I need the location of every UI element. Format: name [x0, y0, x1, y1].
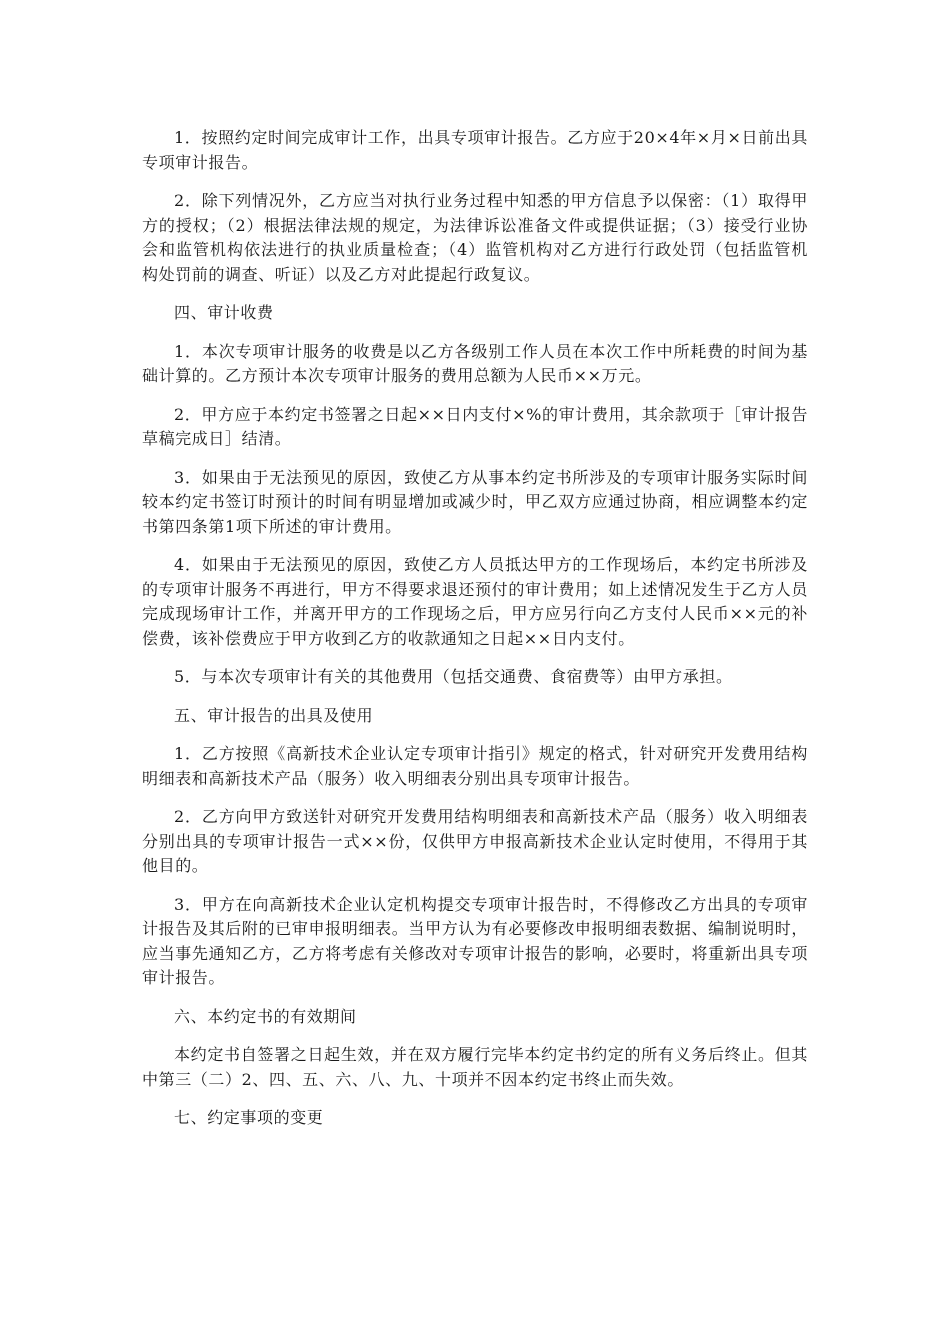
section-heading-4: 四、审计收费 — [174, 303, 274, 322]
paragraph-2: 2．除下列情况外，乙方应当对执行业务过程中知悉的甲方信息予以保密：（1）取得甲方的授权；（2）根据法律法规的规定，为法律诉讼准备文件或提供证据；（3）接受行业协会和监管机构依法进行的执业质量检查；（4）监管机构对乙方进行行政处罚（包括监管机构处罚前的调查、听证）以及乙方对此提起行政复议。 — [142, 191, 808, 284]
paragraph-fee-3: 3．如果由于无法预见的原因，致使乙方从事本约定书所涉及的专项审计服务实际时间较本约定书签订时预计的时间有明显增加或减少时，甲乙双方应通过协商，相应调整本约定书第四条第1项下所述的审计费用。 — [142, 467, 808, 536]
section-heading-5: 五、审计报告的出具及使用 — [174, 705, 374, 725]
paragraph-1: 1．按照约定时间完成审计工作，出具专项审计报告。乙方应于20×4年×月×日前出具专项审计报告。 — [142, 128, 808, 172]
paragraph-fee-2: 2．甲方应于本约定书签署之日起××日内支付×%的审计费用，其余款项于［审计报告草稿完成日］结清。 — [142, 404, 808, 448]
paragraph-report-3: 3．甲方在向高新技术企业认定机构提交专项审计报告时，不得修改乙方出具的专项审计报告及其后附的已审申报明细表。当甲方认为有必要修改申报明细表数据、编制说明时，应当事先通知乙方，乙方将考虑有关修改对专项审计报告的影响，必要时，将重新出具专项审计报告。 — [142, 894, 808, 987]
section-heading-6: 六、本约定书的有效期间 — [174, 1006, 357, 1026]
paragraph-fee-1: 1．本次专项审计服务的收费是以乙方各级别工作人员在本次工作中所耗费的时间为基础计算的。乙方预计本次专项审计服务的费用总额为人民币××万元。 — [142, 341, 808, 385]
paragraph-report-1: 1．乙方按照《高新技术企业认定专项审计指引》规定的格式，针对研究开发费用结构明细表和高新技术产品（服务）收入明细表分别出具专项审计报告。 — [142, 744, 808, 788]
paragraph-validity: 本约定书自签署之日起生效，并在双方履行完毕本约定书约定的所有义务后终止。但其中第三（二）2、四、五、六、八、九、十项并不因本约定书终止而失效。 — [142, 1045, 808, 1089]
paragraph-report-2: 2．乙方向甲方致送针对研究开发费用结构明细表和高新技术产品（服务）收入明细表分别出具的专项审计报告一式××份，仅供甲方申报高新技术企业认定时使用，不得用于其他目的。 — [142, 807, 808, 875]
section-heading-7: 七、约定事项的变更 — [174, 1108, 324, 1127]
paragraph-fee-5: 5．与本次专项审计有关的其他费用（包括交通费、食宿费等）由甲方承担。 — [174, 667, 733, 686]
document-body — [142, 126, 808, 1145]
paragraph-fee-4: 4．如果由于无法预见的原因，致使乙方人员抵达甲方的工作现场后，本约定书所涉及的专项审计服务不再进行，甲方不得要求退还预付的审计费用；如上述情况发生于乙方人员完成现场审计工作，并离开甲方的工作现场之后，甲方应另行向乙方支付人民币××元的补偿费，该补偿费应于甲方收到乙方的收款通知之日起××日内支付。 — [142, 555, 808, 648]
